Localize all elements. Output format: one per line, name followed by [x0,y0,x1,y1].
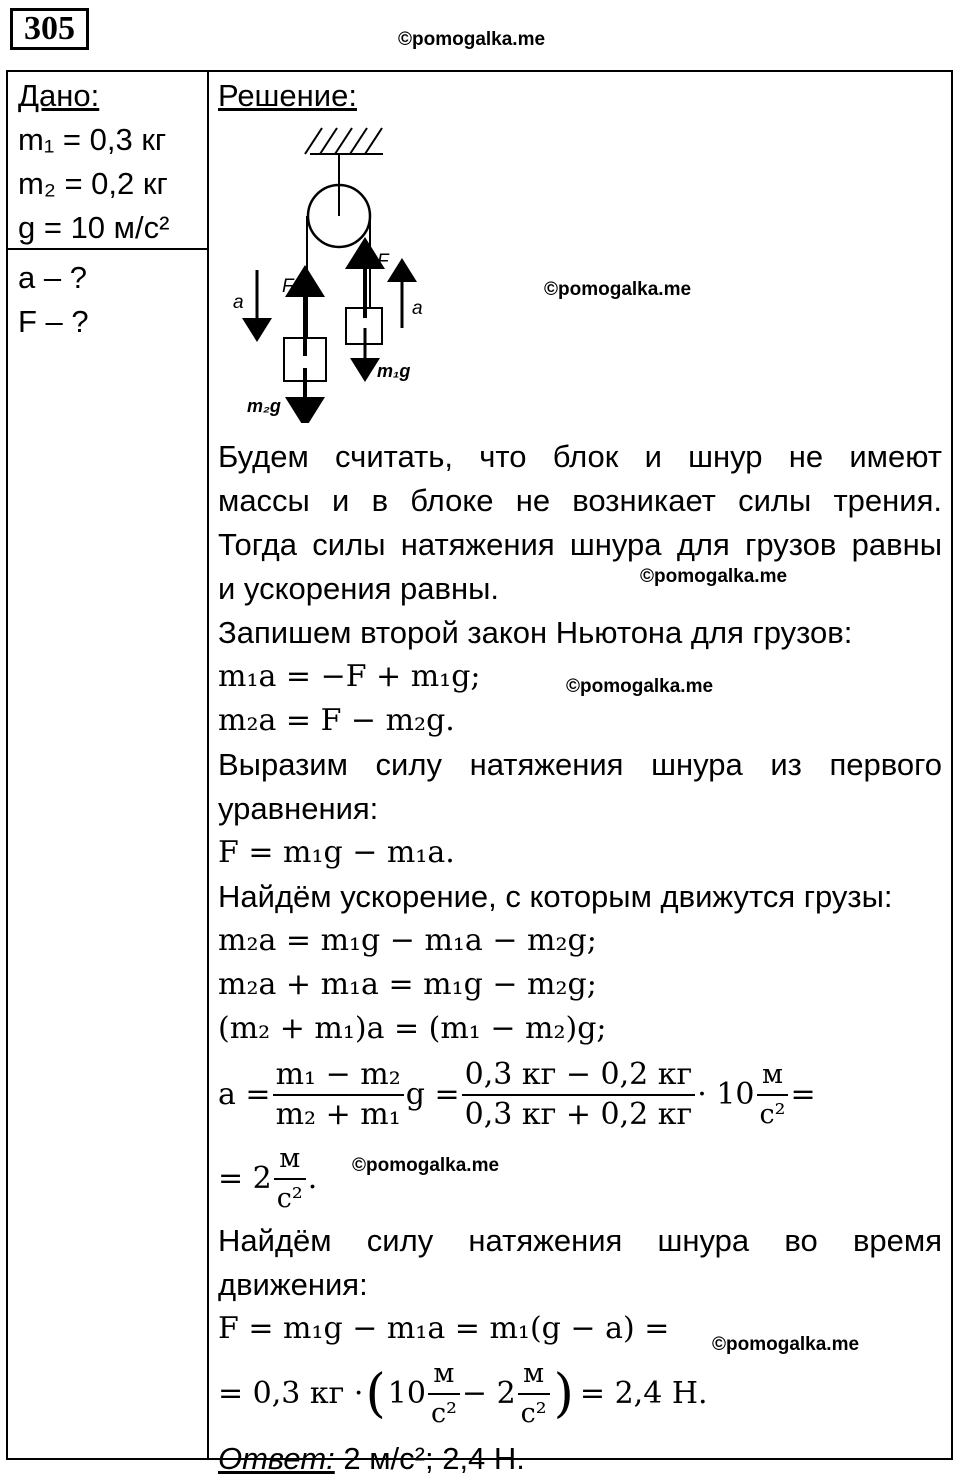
text-line: и ускорения равны. [218,571,500,606]
answer-text: 2 м/с²; 2,4 Н. [334,1441,525,1476]
paren-close: ) [553,1364,574,1424]
unit-denominator: с² [759,1099,786,1130]
given-title: Дано: [18,78,100,113]
find-f: F – ? [18,304,89,339]
unit-denominator: с² [276,1183,303,1214]
problem-number: 305 [10,8,89,50]
fraction-masses [273,1056,404,1134]
eq-minus-two: − 2 [461,1376,516,1411]
answer-label: Ответ: [218,1441,335,1476]
equation-newton-2: m₂a = F − m₂g. [218,703,455,738]
pulley-diagram [225,118,445,423]
label-m2g: m₂g [247,396,281,416]
text-line: Запишем второй закон Ньютона для грузов: [218,615,853,650]
watermark: ©pomogalka.me [544,279,692,300]
unit-denominator: с² [520,1398,547,1429]
eq-tail: . [307,1161,318,1196]
paren-open: ( [365,1364,386,1424]
text-line: массы и в блоке не возникает силы трения. [218,483,942,518]
label-m1g: m₁g [377,361,411,381]
solution-title [218,74,942,118]
fraction-unit [428,1355,460,1433]
eq-lhs: a = [218,1077,271,1112]
equation-tension-result [218,1351,942,1437]
label-f-left: F [282,276,294,297]
fraction-unit [518,1355,550,1433]
text-line: движения: [218,1267,368,1302]
solution-title-text: Решение: [218,78,357,113]
column-divider [207,70,209,1460]
text-line: Выразим силу натяжения шнура из первого [218,747,942,782]
fraction-denominator: 0,3 кг + 0,2 кг [464,1097,693,1132]
label-f-right: F [377,251,389,272]
equation-step-3: (m₂ + m₁)a = (m₁ − m₂)g; [218,1011,607,1046]
unit-numerator: м [428,1355,460,1395]
fraction-denominator: m₂ + m₁ [275,1097,401,1132]
equation-step-1: m₂a = m₁g − m₁a − m₂g; [218,923,597,958]
fraction-values [462,1056,696,1134]
fraction-numerator: m₁ − m₂ [273,1056,404,1096]
unit-numerator: м [518,1355,550,1395]
text-line: Найдём ускорение, с которым движутся грузы: [218,879,893,914]
label-a-left: a [233,292,244,313]
watermark: ©pomogalka.me [640,566,788,587]
equation-acceleration-result [218,1139,942,1219]
text-line: Найдём силу натяжения шнура во время [218,1223,942,1258]
fraction-numerator: 0,3 кг − 0,2 кг [462,1056,696,1096]
equation-newton-1: m₁a = −F + m₁g; [218,659,481,694]
fraction-unit [274,1140,306,1218]
text-line: уравнения: [218,791,379,826]
fraction-unit [757,1056,789,1134]
text-line: Будем считать, что блок и шнур не имеют [218,439,942,474]
unit-denominator: с² [430,1398,457,1429]
unit-numerator: м [757,1056,789,1096]
equation-tension: F = m₁g − m₁a. [218,835,455,870]
watermark: ©pomogalka.me [566,676,714,697]
eq-result: = 2,4 Н. [579,1376,708,1411]
given-m1: m₁ = 0,3 кг [18,122,167,157]
ceiling [305,128,383,154]
label-a-right: a [412,298,423,319]
unit-numerator: м [274,1140,306,1180]
eq-start: = 0,3 кг · [218,1376,364,1411]
watermark: ©pomogalka.me [398,29,546,50]
find-a: a – ? [18,260,87,295]
given-column [18,74,169,344]
solution-body [218,435,942,1481]
text-line: Тогда силы натяжения шнура для грузов равны [218,527,942,562]
eq-tail: = [790,1077,816,1112]
answer [218,1437,942,1481]
eq-g: g = [405,1077,460,1112]
eq-mult: · 10 [697,1077,755,1112]
given-m2: m₂ = 0,2 кг [18,166,168,201]
eq-lhs: = 2 [218,1161,272,1196]
watermark: ©pomogalka.me [712,1334,860,1355]
equation-acceleration [218,1051,942,1139]
watermark: ©pomogalka.me [352,1155,500,1176]
given-g: g = 10 м/с² [18,210,170,245]
equation-step-2: m₂a + m₁a = m₁g − m₂g; [218,967,597,1002]
eq-ten: 10 [387,1376,426,1411]
equation-tension-expand: F = m₁g − m₁a = m₁(g − a) = [218,1311,670,1346]
